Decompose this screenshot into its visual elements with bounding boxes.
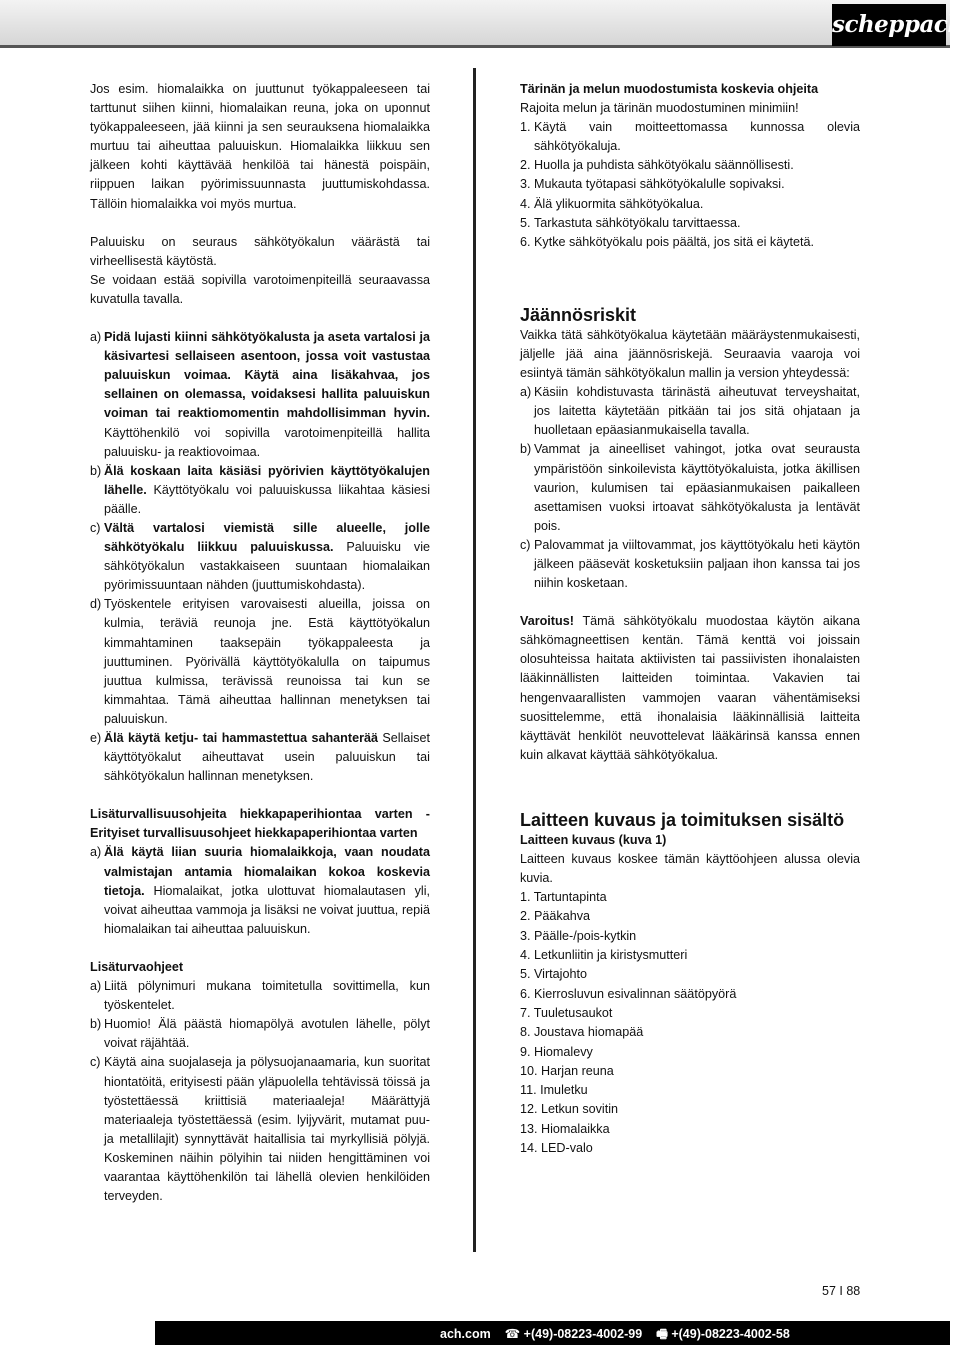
section-heading: Lisäturvallisuusohjeita hiekkapaperihiontaa varten - Erityiset turvallisuusohjeet hiekkapaperihiontaa varten [90, 807, 430, 841]
header-bar [0, 0, 964, 48]
list-item: e) Älä käytä ketju- tai hammastettua sahanterää Sellaiset käyttötyökalut aiheuttavat usein paluuiskun tai sähkötyökalun hallinnan menetyksen. [90, 731, 430, 784]
list-item: d) Työskentele erityisen varovaisesti alueilla, joissa on kulmia, teräviä reunoja jne. Estä käyttötyökalun kimmahtaminen taaksepäin työkappaleesta ja juuttuminen. Pyörivällä käyttötyökalulla on taipumus juuttua kulmissa, terävissä reunoissa tai kun se kimmahtaa. Tämä aiheuttaa hallinnan menetyksen tai paluuiskun. [90, 597, 430, 726]
footer-phone: ☎ +(49)-08223-4002-99 [504, 1327, 643, 1341]
part-item: 13. Hiomalaikka [520, 1121, 610, 1136]
list-item: 3. Mukauta työtapasi sähkötyökalulle sopivaksi. [520, 177, 785, 192]
list-item: a) Liitä pölynimuri mukana toimitetulla sovittimella, kun työskentelet. [90, 979, 430, 1013]
list-item: c) Vältä vartalosi viemistä sille alueelle, jolle sähkötyökalu liikkuu paluuiskussa. Paluuisku vie sähkötyökalun vastakkaiseen suuntaan hiomalaikan pyörimissuuntaan nähden (juuttumiskohdasta). [90, 520, 430, 593]
part-item: 8. Joustava hiomapää [520, 1025, 644, 1040]
list-item: a) Käsiin kohdistuvasta tärinästä aiheutuvat terveyshaitat, jos laitetta käytetään pitkään tai jos sitä ohjataan ja huolletaan epäasianmukaisella tavalla. [520, 385, 860, 438]
part-item: 12. Letkun sovitin [520, 1102, 619, 1117]
list-item: c) Käytä aina suojalaseja ja pölysuojanaamaria, kun suoritat hiontatöitä, erityisesti pään yläpuolella tehtävissä töissä ja työstettäessä kriittisiä materiaaleja! Määrättyjä materiaaleja työstettäessä (esim. lyijyvärit, mutamat puu- ja metallilajit) synnyttävät haitallisia tai myrkyllisiä pölyjä. Koskeminen näihin pölyihin tai niiden hengittäminen voi vaarantaa käyttöhenkilön tai lähellä olevien henkilöiden terveyden. [90, 1055, 430, 1204]
part-item: 1. Tartuntapinta [520, 890, 607, 905]
list-item: b) Huomio! Älä päästä hiomapölyä avotulen lähelle, pölyt voivat räjähtää. [90, 1017, 430, 1051]
list-item: b) Älä koskaan laita käsiäsi pyörivien käyttötyökalujen lähelle. Käyttötyökalu voi paluuiskussa liikahtaa käsiesi päälle. [90, 463, 430, 516]
list-item: a) Älä käytä liian suuria hiomalaikkoja, vaan noudata valmistajan antamia hiomalaikan kokoa koskevia tietoja. Hiomalaikat, jotka ulottuvat hiomalautasen yli, voivat aiheuttaa vammoja ja lisäksi ne voivat juuttua, repiä hiomalaikan tai aiheuttaa paluuiskun. [90, 845, 430, 936]
brand-logo: scheppach [832, 4, 946, 46]
list-item: 5. Tarkastuta sähkötyökalu tarvittaessa. [520, 215, 741, 230]
list-item: 1. Käytä vain moitteettomassa kunnossa olevia sähkötyökaluja. [520, 120, 860, 154]
list-item: 6. Kytke sähkötyökalu pois päältä, jos sitä ei käytetä. [520, 234, 815, 249]
subheading: Laitteen kuvaus (kuva 1) [520, 832, 667, 847]
list-item: 2. Huolla ja puhdista sähkötyökalu säännöllisesti. [520, 158, 794, 173]
paragraph: Vaikka tätä sähkötyökalua käytetään määräystenmukaisesti, jäljelle jää aina jäännösriskejä. Seuraavia vaaroja voi esiintyä tämän sähkötyökalun mallin ja version yhteydessä: [520, 327, 860, 381]
footer-fax: 🖷 +(49)-08223-4002-58 [656, 1327, 790, 1341]
part-item: 7. Tuuletusaukot [520, 1005, 613, 1020]
part-item: 10. Harjan reuna [520, 1063, 614, 1078]
section-title: Laitteen kuvaus ja toimituksen sisältö [520, 809, 845, 830]
left-column [90, 80, 430, 1206]
part-item: 2. Pääkahva [520, 909, 591, 924]
paragraph: Jos esim. hiomalaikka on juuttunut työkappaleeseen tai tarttunut siihen kiinni, hiomalaikan reuna, joka on uponnut työkappaleeseen, jää kiinni ja sen seurauksena hiomalaikka murtuu tai aiheuttaa paluuiskun. Hiomalaikka liikkuu sen jälkeen kohti käyttävää henkilöä tai hänestä poispäin, riippuen laikan pyörimissuunnasta juuttumiskohdassa. Tällöin hiomalaikka voi myös murtua. [90, 82, 430, 211]
part-item: 14. LED-valo [520, 1141, 593, 1156]
footer-web: ach.com [440, 1327, 491, 1341]
part-item: 3. Päälle-/pois-kytkin [520, 928, 637, 943]
paragraph: Se voidaan estää sopivilla varotoimenpiteillä seuraavassa kuvatulla tavalla. [90, 272, 430, 306]
part-item: 9. Hiomalevy [520, 1044, 593, 1059]
paragraph: Rajoita melun ja tärinän muodostuminen minimiin! [520, 101, 799, 116]
section-heading: Lisäturvaohjeet [90, 959, 184, 974]
column-divider [473, 68, 476, 1252]
section-heading: Tärinän ja melun muodostumista koskevia ohjeita [520, 82, 819, 96]
part-item: 5. Virtajohto [520, 967, 587, 982]
list-item: a) Pidä lujasti kiinni sähkötyökalusta ja aseta vartalosi ja käsivartesi sellaiseen asentoon, jossa voit vastustaa paluuiskun voimaa. Käytä aina lisäkahvaa, jos sellainen on olemassa, voidaksesi hallita paluuiskun voiman tai reaktiomomentin mahdollisimman hyvin. Käyttöhenkilö voi sopivilla varotoimenpiteillä hallita paluuisku- ja reaktiovoimaa. [90, 330, 430, 459]
footer-bar [0, 1321, 950, 1345]
part-item: 6. Kierrosluvun esivalinnan säätöpyörä [520, 986, 737, 1001]
paragraph: Laitteen kuvaus koskee tämän käyttöohjeen alussa olevia kuvia. [520, 852, 860, 886]
list-item: b) Vammat ja aineelliset vahingot, jotka ovat seurausta ympäristöön sinkoilevista käyttötyökaluista, jotka äkillisen vaurion, kulumisen tai epäasianmukaisen paikalleen asettamisen vuoksi irtoavat sähkötyökalusta ja lentävät pois. [520, 442, 860, 533]
part-item: 4. Letkunliitin ja kiristysmutteri [520, 948, 688, 963]
warning-paragraph: Varoitus! Tämä sähkötyökalu muodostaa käytön aikana sähkömagneettisen kentän. Tämä kenttä voi joissain olosuhteissa haitata aktiivisten tai passiivisten ihonalaisten lääkinnällisten laitteiden toimintaa. Vakavien tai hengenvaarallisten vammojen vaaran vähentämiseksi suosittelemme, että ihonalaisia lääkinnällisiä laitteita käyttävät henkilöt neuvottelevat lääkärinsä kanssa ennen kuin alkavat käyttää sähkötyökalua. [520, 614, 860, 762]
list-item: 4. Älä ylikuormita sähkötyökalua. [520, 196, 704, 211]
right-column [520, 80, 860, 1158]
part-item: 11. Imuletku [520, 1083, 588, 1098]
section-title: Jäännösriskit [520, 304, 637, 325]
page-number: 57 I 88 [822, 1284, 861, 1298]
list-item: c) Palovammat ja viiltovammat, jos käyttötyökalu heti käytön jälkeen pääsevät kosketuksiin paljaan ihon kanssa tai jos niihin kosketaan. [520, 537, 860, 591]
paragraph: Paluuisku on seuraus sähkötyökalun väärästä tai virheellisestä käytöstä. [90, 234, 430, 268]
